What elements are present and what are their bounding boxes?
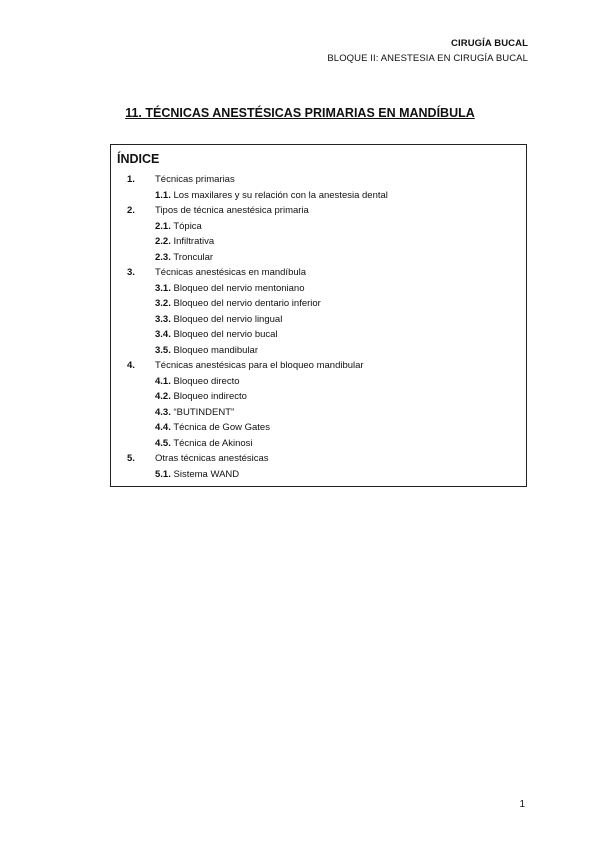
toc-subsection (111, 312, 526, 328)
toc-heading: ÍNDICE (117, 152, 160, 166)
toc-subsection-number: 4.2. (155, 391, 171, 402)
toc-section-label: Técnicas anestésicas en mandíbula (155, 267, 307, 278)
toc-subsection (111, 296, 526, 312)
toc-subsection-number: 3.4. (155, 329, 171, 340)
toc-subsection (111, 281, 526, 297)
toc-subsection-label: Bloqueo del nervio lingual (170, 313, 283, 325)
toc-subsection-label: Bloqueo mandibular (170, 344, 259, 356)
table-of-contents (110, 144, 527, 487)
toc-subsection (111, 374, 526, 390)
toc-subsection (111, 219, 526, 235)
toc-section-number: 4. (127, 360, 135, 371)
toc-subsection-label: Técnica de Akinosi (170, 437, 253, 449)
page-number: 1 (519, 799, 525, 810)
toc-subsection (111, 188, 526, 204)
toc-subsection (111, 420, 526, 436)
toc-subsection-label: Los maxilares y su relación con la anestesia dental (170, 189, 388, 201)
toc-subsection-number: 1.1. (155, 189, 171, 201)
toc-subsection-number: 3.1. (155, 282, 171, 294)
toc-subsection-number: 2.2. (155, 236, 171, 247)
toc-subsection-number: 3.3. (155, 313, 171, 325)
toc-section (111, 203, 526, 219)
toc-subsection-label: “BUTINDENT” (170, 406, 235, 418)
toc-subsection-number: 5.1. (155, 468, 171, 480)
header-course-name: CIRUGÍA BUCAL (451, 38, 528, 49)
toc-section-label: Otras técnicas anestésicas (155, 453, 269, 464)
toc-subsection-label: Bloqueo indirecto (170, 391, 247, 402)
toc-subsection-number: 2.1. (155, 220, 171, 232)
toc-subsection (111, 234, 526, 250)
toc-subsection-label: Tópica (170, 220, 202, 232)
toc-subsection-label: Bloqueo del nervio dentario inferior (170, 298, 321, 309)
toc-subsection-label: Técnica de Gow Gates (170, 422, 270, 433)
toc-section-label: Técnicas anestésicas para el bloqueo mandibular (155, 360, 364, 371)
toc-section-number: 5. (127, 453, 135, 464)
toc-subsection-label: Infiltrativa (170, 236, 215, 247)
toc-subsection (111, 343, 526, 359)
toc-subsection-label: Bloqueo del nervio mentoniano (170, 282, 305, 294)
toc-section-label: Técnicas primarias (155, 174, 235, 185)
toc-subsection-number: 3.2. (155, 298, 171, 309)
document-title: 11. TÉCNICAS ANESTÉSICAS PRIMARIAS EN MANDÍBULA (125, 106, 475, 120)
toc-subsection-number: 4.5. (155, 437, 171, 449)
toc-list (111, 172, 526, 482)
toc-subsection (111, 467, 526, 483)
toc-subsection-number: 4.3. (155, 406, 171, 418)
toc-section (111, 265, 526, 281)
toc-subsection-number: 4.4. (155, 422, 171, 433)
toc-subsection (111, 436, 526, 452)
toc-subsection-number: 2.3. (155, 251, 171, 263)
toc-subsection-label: Sistema WAND (170, 468, 240, 480)
toc-section-number: 2. (127, 205, 135, 216)
toc-section (111, 172, 526, 188)
toc-subsection (111, 250, 526, 266)
toc-subsection-label: Bloqueo directo (170, 375, 240, 387)
toc-subsection (111, 389, 526, 405)
toc-subsection-number: 4.1. (155, 375, 171, 387)
toc-subsection (111, 327, 526, 343)
toc-section (111, 451, 526, 467)
toc-section-label: Tipos de técnica anestésica primaria (155, 205, 309, 216)
toc-section-number: 3. (127, 267, 135, 278)
toc-subsection-label: Bloqueo del nervio bucal (170, 329, 278, 340)
toc-section (111, 358, 526, 374)
toc-subsection-label: Troncular (170, 251, 214, 263)
toc-section-number: 1. (127, 174, 135, 185)
header-block-name: BLOQUE II: ANESTESIA EN CIRUGÍA BUCAL (327, 53, 528, 64)
toc-subsection-number: 3.5. (155, 344, 171, 356)
toc-subsection (111, 405, 526, 421)
